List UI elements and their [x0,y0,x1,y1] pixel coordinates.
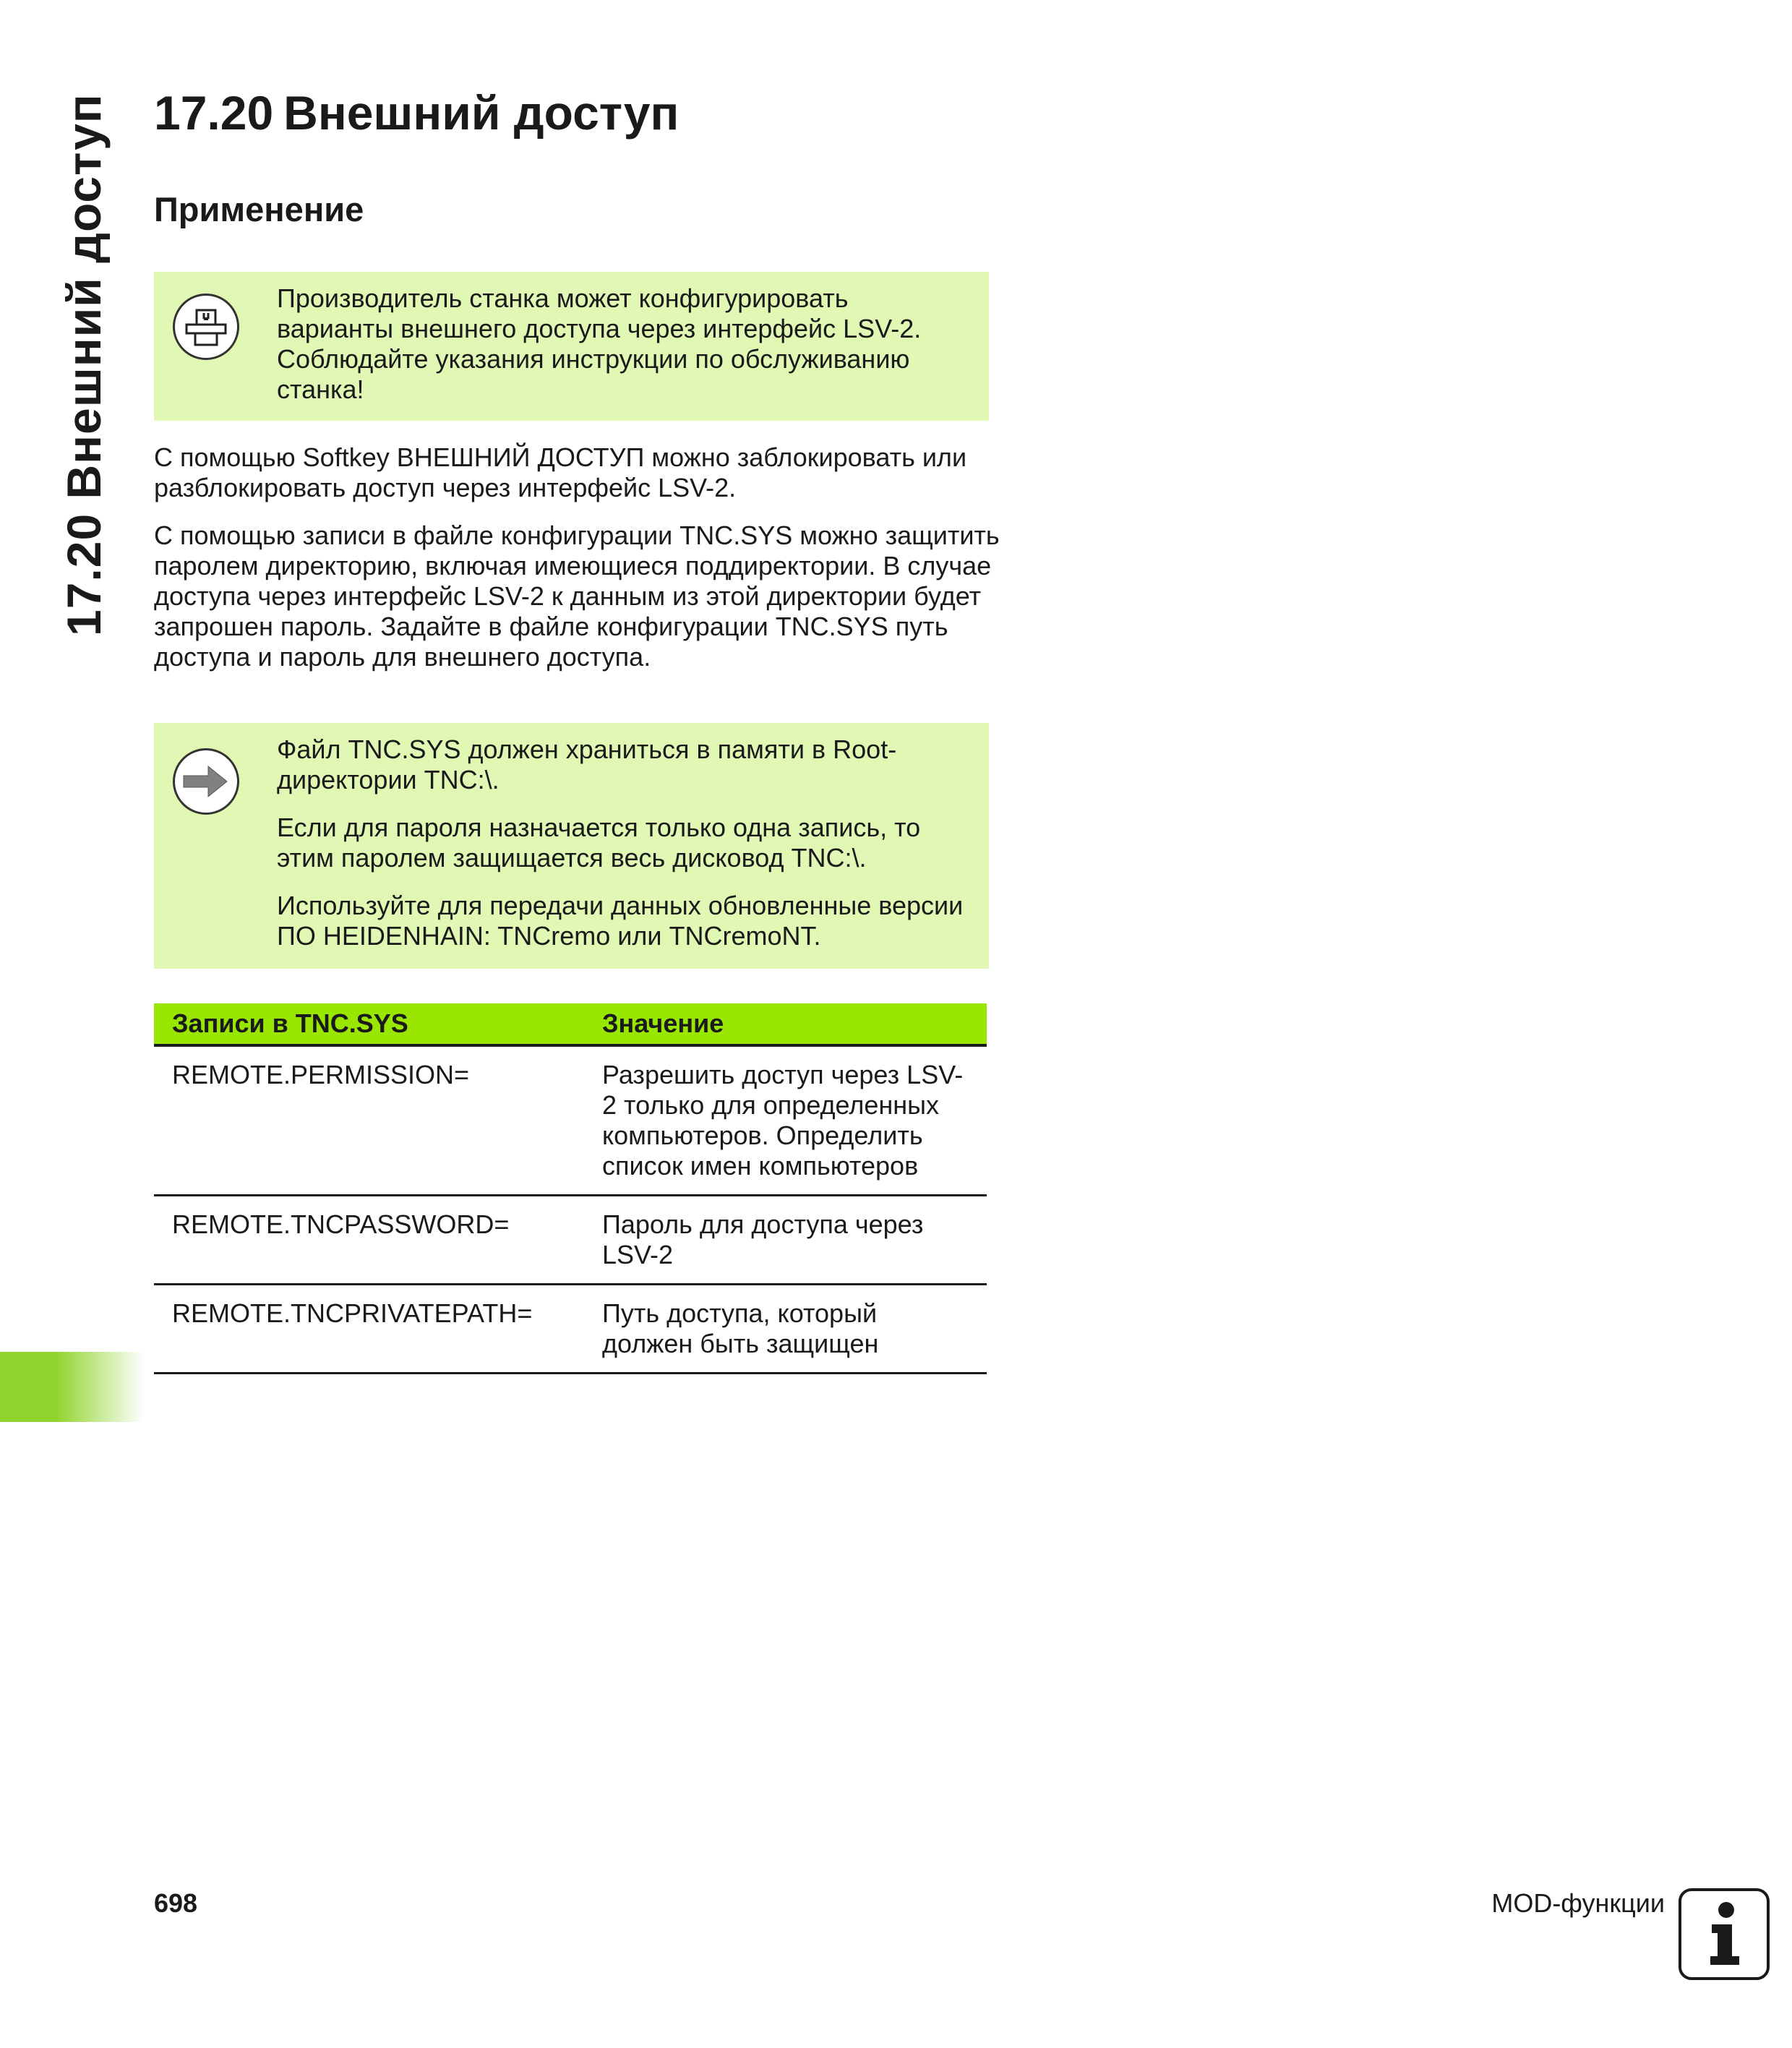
hint-text [277,734,971,969]
body-paragraph-1 [154,442,1000,503]
chapter-number: 17.20 [154,86,274,140]
note-paragraph: Производитель станка может конфигурировать варианты внешнего доступа через интерфейс LSV-2. Соблюдайте указания инструкции по обслуживанию станка! [277,283,922,404]
table-cell-entry: REMOTE.TNCPRIVATEPATH= [154,1285,584,1374]
body-paragraph-2 [154,520,1000,672]
machine-manufacturer-note [154,272,989,421]
paragraph: С помощью Softkey ВНЕШНИЙ ДОСТУП можно заблокировать или разблокировать доступ через интерфейс LSV-2. [154,442,967,502]
machine-manufacturer-text [277,283,971,422]
arrow-right-icon [173,748,239,815]
table-header-row [154,1003,987,1045]
machine-manufacturer-icon [173,294,239,360]
chapter-title-text: Внешний доступ [283,86,679,140]
table-cell-meaning: Пароль для доступа через LSV-2 [584,1196,987,1285]
hint-item: Если для пароля назначается только одна запись, то этим паролем защищается весь дисковод TNC:\. [277,813,921,873]
side-chapter-title: 17.20 Внешний доступ [57,93,111,636]
hint-note [154,723,989,969]
column-header: Записи в TNC.SYS [154,1003,584,1045]
table-cell-entry: REMOTE.TNCPASSWORD= [154,1196,584,1285]
table-row [154,1196,987,1285]
chapter-title [154,85,679,140]
tnc-sys-table [154,1003,987,1374]
table-row [154,1045,987,1196]
hint-item: Файл TNC.SYS должен храниться в памяти в Root-директории TNC:\. [277,734,897,794]
section-title: Применение [154,190,364,228]
column-header: Значение [584,1003,987,1045]
chapter-tab-marker [0,1352,145,1422]
table-cell-entry: REMOTE.PERMISSION= [154,1045,584,1196]
paragraph: С помощью записи в файле конфигурации TNC.SYS можно защитить паролем директорию, включая имеющиеся поддиректории. В случае доступа через интерфейс LSV-2 к данным из этой директории будет запрошен пароль. Задайте в файле конфигурации TNC.SYS путь доступа и пароль для внешнего доступа. [154,520,1000,672]
info-icon [1679,1888,1770,1980]
footer-chapter-label: MOD-функции [1491,1888,1665,1918]
table-row [154,1285,987,1374]
page-number: 698 [154,1888,198,1918]
table-cell-meaning: Путь доступа, который должен быть защищен [584,1285,987,1374]
hint-item: Используйте для передачи данных обновленные версии ПО HEIDENHAIN: TNCremo или TNCremoNT. [277,891,964,951]
table-cell-meaning: Разрешить доступ через LSV-2 только для определенных компьютеров. Определить список имен компьютеров [584,1045,987,1196]
